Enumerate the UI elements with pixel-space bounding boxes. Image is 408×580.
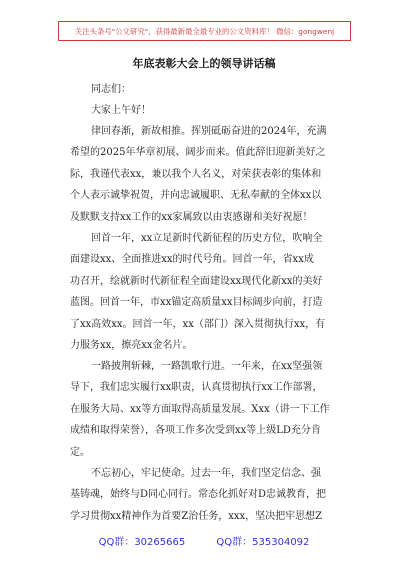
paragraph-line: 功召开，绘就新时代新征程全面建设xx现代化新xx的美好 (70, 275, 323, 287)
paragraph-line: 及默默支持xx工作的xx家属致以由衷感谢和美好祝愿！ (70, 211, 313, 223)
promo-banner (58, 21, 351, 41)
paragraph-line: 蓝图。回首一年，市xx锚定高质量xx目标阔步向前，打造 (70, 297, 323, 309)
footer (0, 533, 408, 548)
salutation: 同志们： (91, 84, 131, 95)
paragraph-line: 学习贯彻xx精神作为首要Z治任务，xxx，坚决把牢思想Z (70, 510, 323, 522)
qq-group-2: QQ群：535304092 (216, 537, 310, 548)
qq-group-1: QQ群：30265665 (98, 537, 186, 548)
document-title: 年底表彰大会上的领导讲话稿 (132, 57, 276, 70)
paragraph-4 (70, 463, 351, 527)
paragraph-line: 际，我谨代表xx，兼以我个人名义，对荣获表彰的集体和 (70, 168, 322, 180)
paragraph-3 (70, 356, 351, 463)
paragraph-line: 个人表示诚挚祝贺，并向忠诚履职、无私奉献的全体xx以 (70, 190, 322, 202)
paragraph-line: 一路披荆斩棘，一路凯歌行进。一年来，在xx坚强领 (91, 361, 323, 372)
greeting: 大家上午好！ (91, 105, 151, 116)
promo-text: 关注头条号"公文研究"，获得最新最全最专业的公文资料库！ 微信：gongwenj (74, 26, 335, 36)
paragraph-line: 回首一年，xx立足新时代新征程的历史方位，吹响全 (91, 233, 323, 244)
paragraph-line: 在服务大局、xx等方面取得高质量发展。Xxx（讲一下工作 (70, 403, 330, 415)
paragraph-line: 定。 (70, 446, 90, 458)
paragraph-line: 面建设xx、全面推进xx的时代号角。回首一年，省xx成 (70, 254, 314, 266)
paragraph-line: 成绩和取得荣誉），各项工作多次受到xx等上级LD充分肯 (70, 425, 321, 437)
paragraph-line: 基铸魂，始终与D同心同行。常态化抓好对D忠诚教育，把 (70, 489, 327, 501)
paragraph-line: 力服务xx，擦亮xx金名片。 (70, 340, 193, 352)
paragraph-line: 导下，我们忠实履行xx职责，认真贯彻执行xx工作部署， (70, 382, 323, 394)
paragraph-line: 了xx高效xx。回首一年，xx（部门）深入贯彻执行xx，有 (70, 318, 326, 330)
paragraph-line: 不忘初心，牢记使命。过去一年，我们坚定信念、强 (91, 468, 321, 479)
paragraph-1 (70, 121, 351, 228)
paragraph-line: 律回春渐，新故相推。挥别砥砺奋进的2024年，充满 (91, 126, 327, 137)
paragraph-line: 希望的2025年华章初展、阔步而来。值此辞旧迎新美好之 (70, 147, 326, 159)
paragraph-2 (70, 228, 351, 356)
